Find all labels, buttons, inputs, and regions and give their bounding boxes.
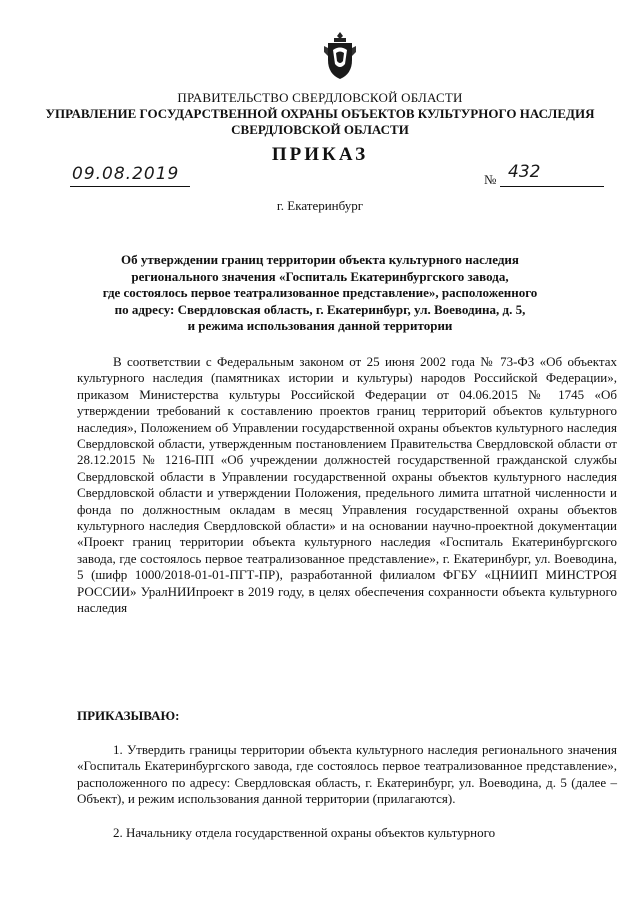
department-line-2: СВЕРДЛОВСКОЙ ОБЛАСТИ (231, 122, 409, 137)
department-line-1: УПРАВЛЕНИЕ ГОСУДАРСТВЕННОЙ ОХРАНЫ ОБЪЕКТОВ КУЛЬТУРНОГО НАСЛЕДИЯ (45, 106, 595, 121)
subject-line-3: где состоялось первое театрализованное представление», расположенного (102, 285, 538, 300)
order-heading: ПРИКАЗЫВАЮ: (77, 708, 180, 723)
handwritten-number: 432 (508, 162, 541, 182)
document-type: ПРИКАЗ (271, 144, 369, 165)
order-item-1: 1. Утвердить границы территории объекта культурного наследия регионального значения «Госпиталь Екатеринбургского завода, где состоялось первое театрализованное представление», расположенного по адресу: Свердловская область, г. Екатеринбург, ул. Воеводина, д. 5 (далее – Объект), и режим использования данной территории (прилагаются). (77, 742, 617, 807)
order-subject (0, 252, 640, 335)
handwritten-date: 09.08.2019 (72, 164, 180, 184)
coat-of-arms-icon (322, 30, 358, 80)
order-item-2: 2. Начальнику отдела государственной охраны объектов культурного (113, 825, 496, 840)
government-name: ПРАВИТЕЛЬСТВО СВЕРДЛОВСКОЙ ОБЛАСТИ (177, 90, 463, 105)
department-name (0, 106, 640, 138)
preamble-paragraph: В соответствии с Федеральным законом от 25 июня 2002 года № 73-ФЗ «Об объектах культурного наследия (памятниках истории и культуры) народов Российской Федерации», приказом Министерства культуры Российской Федерации от 04.06.2015 № 1745 «Об утверждении требований к составлению проектов границ территорий объектов культурного наследия», Положением об Управлении государственной охраны объектов культурного наследия Свердловской области, утвержденным постановлением Правительства Свердловской области от 28.12.2015 № 1216-ПП «Об учреждении должностей государственной гражданской службы Свердловской области в Управлении государственной охраны объектов культурного наследия Свердловской области и утверждении Положения, предельного лимита штатной численности и фонда по должностным окладам в месяц Управления государственной охраны объектов культурного наследия Свердловской области» и на основании научно-проектной документации «Проект границ территории объекта культурного наследия «Госпиталь Екатеринбургского завода, где состоялось первое театрализованное представление», г. Екатеринбург, ул. Воеводина, 5 (шифр 1000/2018-01-01-ПГТ-ПР), разработанной филиалом ФГБУ «ЦНИИП МИНСТРОЯ РОССИИ» УралНИИпроект в 2019 году, в целях обеспечения сохранности объекта культурного наследия (77, 354, 617, 616)
city: г. Екатеринбург (276, 198, 364, 213)
subject-line-1: Об утверждении границ территории объекта культурного наследия (121, 252, 519, 267)
number-label: № (484, 172, 497, 187)
subject-line-5: и режима использования данной территории (187, 318, 453, 333)
subject-line-2: регионального значения «Госпиталь Екатеринбургского завода, (131, 268, 509, 284)
subject-line-4: по адресу: Свердловская область, г. Екатеринбург, ул. Воеводина, д. 5, (114, 301, 526, 317)
